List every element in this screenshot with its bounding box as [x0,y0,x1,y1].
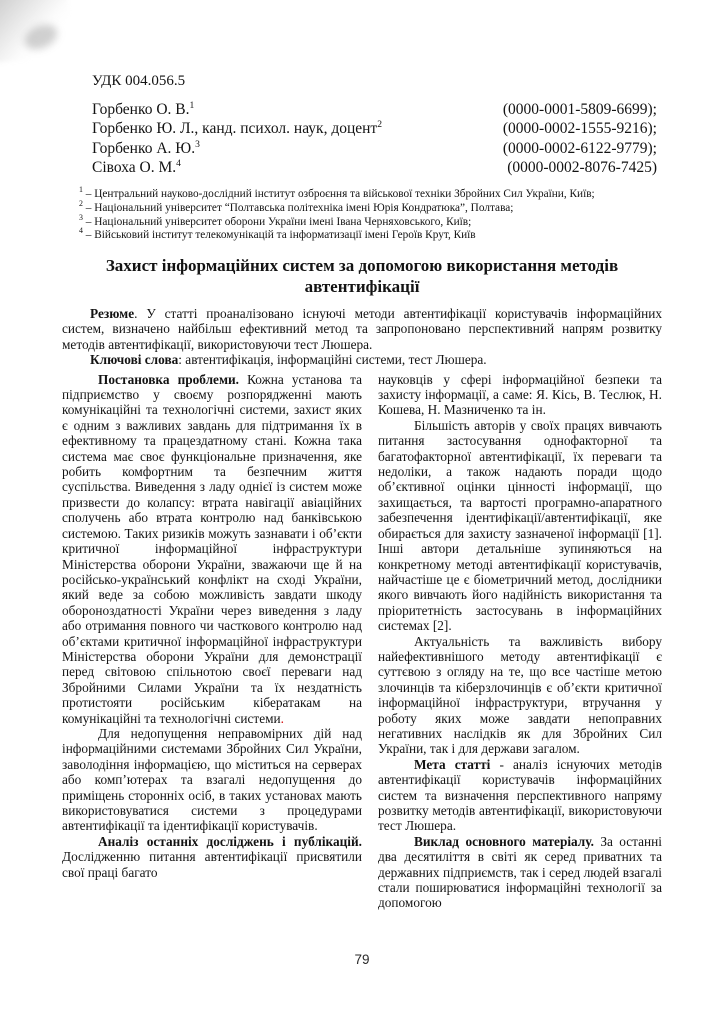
page-number: 79 [354,952,370,967]
affiliation-text: – Центральний науково-дослідний інститут озброєння та військової техніки Збройних Сил України, Київ; [82,188,595,201]
author-orcid: (0000-0002-8076-7425) [507,158,657,176]
article-title: Захист інформаційних систем за допомогою використання методів автентифікації [105,256,619,296]
affiliation-text: – Військовий інститут телекомунікацій та інформатизації імені Героїв Крут, Київ [82,229,476,242]
affiliation-sup: 1 [79,185,83,195]
body-paragraph-continuation [378,372,662,418]
author-name [92,139,200,158]
paragraph-text: За останні два десятиліття в світі як серед приватних та державних підприємств, так і серед людей взагалі стали поширюватися інформаційні технології за допомогою [378,833,662,911]
author-name-text: Горбенко Ю. Л., канд. психол. наук, доцент [92,120,378,138]
paragraph-text: Кожна установа та підприємство у своєму розпорядженні мають комунікаційні та технологічні системи, захист яких є одним з важливих завдань для підтримання їх в ефективному та працездатному стані. Кожна така система має своє функціональне призначення, яке робить комфортним та безпечним життя суспільства. Виведення з ладу однієї із систем може призвести до колапсу: втрата навігації авіаційних сполучень або втрата контролю над банківською системою. Таких ризиків можуть зазнавати і об’єкти критичної інформаційної інфраструктури Міністерства оборони України, зважаючи ще й на російсько-український конфлікт на сході України, який веде за собою можливість завдати шкоду обороноздатності України через виведення з ладу або отримання повного чи часткового контролю над об’єктами критичної інформаційної інфраструктури Міністерства оборони України для демонстрації перед світовою спільнотою своєї переваги над Збройними Силами України та їх нездатність протистояти російським кібератакам на комунікаційні та технологічні системи [62,371,362,726]
paragraph-lead: Мета статті [414,756,491,772]
abstract-text: . У статті проаналізовано існуючі методи автентифікації користувачів інформаційних систем, визначено найбільш ефективний метод та запропоновано перспективний напрям розвитку методів автентифікації, використовуючи тест Люшера. [62,306,662,352]
author-affiliation-sup: 2 [377,119,383,131]
author-affiliation-sup: 3 [195,138,200,150]
author-orcid: (0000-0002-1555-9216); [502,120,657,138]
author-row [92,119,657,138]
affiliation-sup: 4 [79,226,83,236]
affiliation-sup: 3 [79,212,83,222]
author-row [92,158,657,177]
author-name [92,100,194,119]
author-affiliation-sup: 4 [176,157,181,169]
paragraph-text: Більшість авторів у своїх працях вивчають питання застосування однофакторної та багатофакторної автентифікації, їх переваги та недоліки, а також надають поради щодо об’єктивної оцінки цінності інформації, що захищається, та вартості програмно-апаратного забезпечення ідентифікації/автентифікації, яке обирається для захисту зазначеної інформації [1]. Інші автори детальніше зупиняються на конкретному методі автентифікації користувачів, найчастіше це є біометричний метод, дослідники якого вивчають його надійність використання та пріоритетність застосувань в інформаційних системах [2]. [378,417,662,634]
paragraph-text: - аналіз існуючих методів автентифікації користувачів інформаційних систем та визначення перспективного напряму розвитку методів автентифікації, використовуючи тест Люшера. [378,756,662,834]
body-columns [62,372,662,911]
author-row [92,100,657,119]
keywords-paragraph [62,352,662,367]
author-orcid: (0000-0002-6122-9779); [502,139,657,157]
paragraph-text: Актуальність та важливість вибору найефективнішого методу автентифікації є суттєвою з огляду на те, що все частіше метою злочинців та кіберзлочинців є об’єкти критичної інформаційної інфраструктури, втручання у роботу яких може завдати непоправних негативних наслідків як для Збройних Сил України, так і для держави загалом. [378,633,662,757]
body-paragraph [378,634,662,757]
author-name [92,119,382,138]
affiliation-text: – Національний університет оборони України імені Івана Черняховського, Київ; [82,215,472,228]
affiliation-line [79,185,662,202]
affiliation-sup: 2 [79,199,83,209]
udc-code: УДК 004.056.5 [92,73,186,89]
author-name [92,158,181,177]
body-paragraph [62,372,362,726]
abstract-label: Резюме [90,306,135,321]
affiliation-line [79,226,662,243]
author-name-text: Горбенко А. Ю. [92,139,196,157]
paragraph-lead: Аналіз останніх досліджень і публікацій. [98,833,362,849]
author-row [92,139,657,158]
paragraph-text: Дослідженню питання автентифікації присвятили свої праці багато [62,849,362,880]
author-affiliation-sup: 1 [189,99,195,111]
body-column-right [378,372,662,911]
abstract-paragraph [62,306,662,352]
author-name-text: Сівоха О. М. [92,158,177,176]
author-name-text: Горбенко О. В. [92,101,190,118]
body-paragraph [62,834,362,880]
affiliations-block [79,185,662,243]
paragraph-text: науковців у сфері інформаційної безпеки та захисту інформації, а саме: Я. Кісь, В. Теслюк, Н. Кошева, Н. Мазниченко та ін. [378,371,662,418]
author-orcid: (0000-0001-5809-6699); [502,101,657,118]
keywords-text: : автентифікація, інформаційні системи, тест Люшера. [178,352,487,368]
paragraph-lead: Постановка проблеми. [98,371,239,387]
authors-block [92,100,657,177]
affiliation-line [79,212,662,230]
affiliation-text: – Національний університет “Полтавська політехніка імені Юрія Кондратюка”, Полтава; [82,201,514,214]
body-paragraph [62,726,362,834]
keywords-label: Ключові слова [90,352,179,368]
red-period: . [280,710,284,726]
body-paragraph [378,834,662,911]
affiliation-line [79,199,662,216]
body-paragraph [378,757,662,834]
paragraph-lead: Виклад основного матеріалу. [414,833,594,849]
body-column-left [62,372,362,911]
paragraph-text: Для недопущення неправомірних дій над інформаційними системами Збройних Сил України, заволодіння інформацією, що міститься на серверах або комп’ютерах та взагалі недопущення до приміщень сторонніх осіб, в таких установах мають використовуватися системи з процедурами автентифікації та ідентифікації користувачів. [62,725,362,834]
abstract-block [62,306,662,368]
body-paragraph [378,418,662,634]
